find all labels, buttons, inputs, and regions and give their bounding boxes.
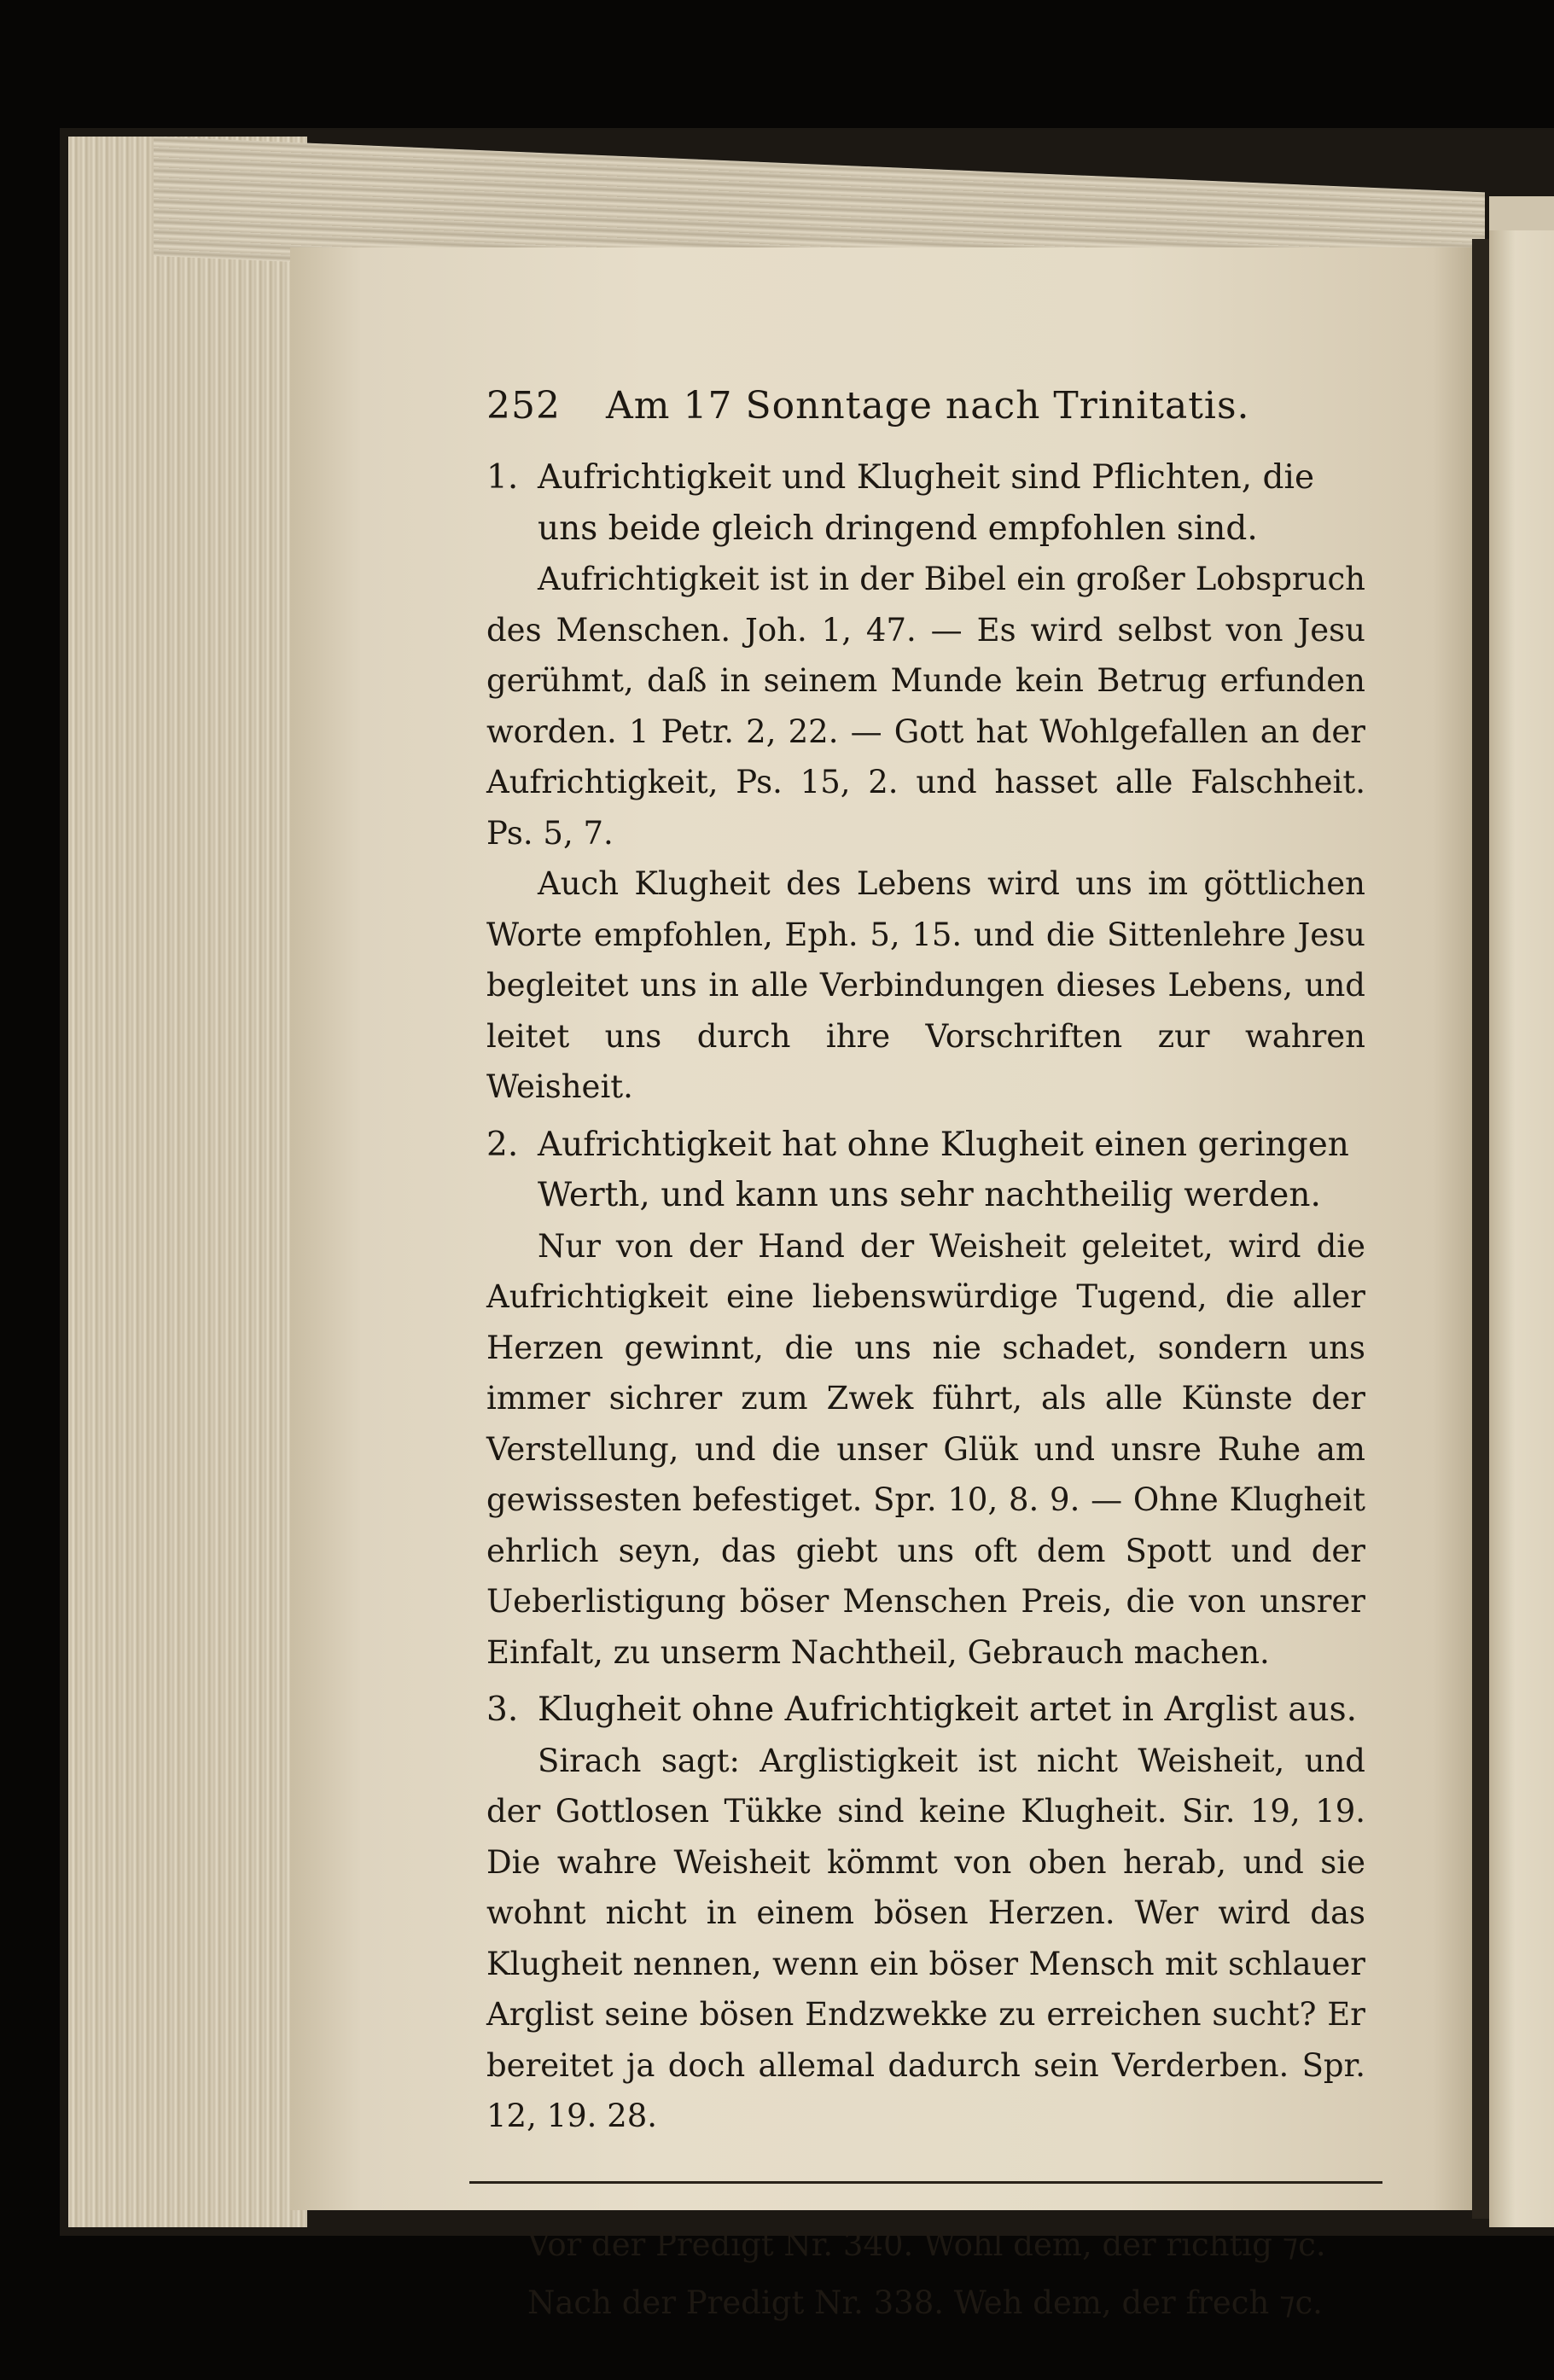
running-title: Am 17 Sonntage nach Trinitatis. (606, 384, 1250, 428)
hymn-after-sermon: Nach der Predigt Nr. 338. Weh dem, der frech ⁊c. (527, 2284, 1323, 2321)
page-text (486, 384, 1365, 2332)
section-number: 3. (486, 1690, 519, 1729)
divider-rule (469, 2181, 1382, 2184)
section-number: 2. (486, 1125, 519, 1164)
book-gutter (1472, 239, 1489, 2219)
section-heading (486, 1120, 1365, 1221)
section-heading (486, 452, 1365, 554)
page-number: 252 (486, 384, 561, 428)
section-heading-text: Aufrichtigkeit hat ohne Klugheit einen geringen Werth, und kann uns sehr nachtheilig werden. (538, 1125, 1349, 1214)
hymn-before-sermon: Vor der Predigt Nr. 340. Wohl dem, der richtig ⁊c. (527, 2226, 1326, 2263)
section-heading-text: Klugheit ohne Aufrichtigkeit artet in Arglist aus. (538, 1690, 1358, 1729)
section-number: 1. (486, 458, 519, 497)
section-heading-text: Aufrichtigkeit und Klugheit sind Pflichten, die uns beide gleich dringend empfohlen sind. (538, 458, 1315, 548)
paragraph: Sirach sagt: Arglistigkeit ist nicht Weisheit, und der Gottlosen Tükke sind keine Klugheit. Sir. 19, 19. Die wahre Weisheit kömmt von oben herab, und sie wohnt nicht in einem bösen Herzen. Wer wird das Klugheit nennen, wenn ein böser Mensch mit schlauer Arglist seine bösen Endzwekke zu erreichen sucht? Er bereitet ja doch allemal dadurch sein Verderben. Spr. 12, 19. 28. (486, 1742, 1365, 2134)
section-heading (486, 1685, 1365, 1736)
paragraph: Aufrichtigkeit ist in der Bibel ein großer Lobspruch des Menschen. Joh. 1, 47. — Es wird selbst von Jesu gerühmt, daß in seinem Munde kein Betrug erfunden worden. 1 Petr. 2, 22. — Gott hat Wohlgefallen an der Aufrichtigkeit, Ps. 15, 2. und hasset alle Falschheit. Ps. 5, 7. (486, 561, 1365, 852)
paragraph: Nur von der Hand der Weisheit geleitet, wird die Aufrichtigkeit eine liebenswürdige Tugend, die aller Herzen gewinnt, die uns nie schadet, sondern uns immer sichrer zum Zwek führt, als alle Künste der Verstellung, und die unser Glük und unsre Ruhe am gewissesten befestiget. Spr. 10, 8. 9. — Ohne Klugheit ehrlich seyn, das giebt uns oft dem Spott und der Ueberlistigung böser Menschen Preis, die von unsrer Einfalt, zu unserm Nachtheil, Gebrauch machen. (486, 1227, 1365, 1671)
page-header (486, 384, 1365, 445)
next-page-edge (1489, 230, 1554, 2227)
paragraph: Auch Klugheit des Lebens wird uns im göttlichen Worte empfohlen, Eph. 5, 15. und die Sittenlehre Jesu begleitet uns in alle Verbindungen dieses Lebens, und leitet uns durch ihre Vorschriften zur wahren Weisheit. (486, 865, 1365, 1105)
page-edges-left (68, 137, 307, 2227)
